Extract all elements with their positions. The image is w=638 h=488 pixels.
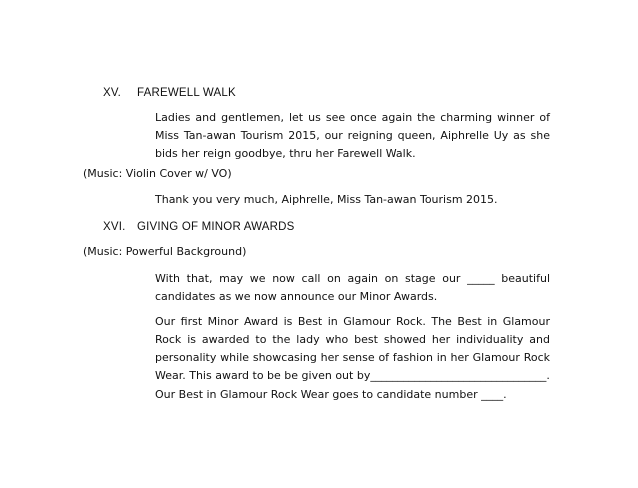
section-number: XV. bbox=[103, 87, 122, 99]
paragraph-farewell-thanks: Thank you very much, Aiphrelle, Miss Tan-awan Tourism 2015. bbox=[155, 193, 498, 206]
paragraph-glamour-rock: Our first Minor Award is Best in Glamour Rock. The Best in Glamour Rock is awarded to the lady who best showed her individuality and personality while showcasing her sense of fashion in her Glamour Rock Wear. This award to be be given out by________________________________. bbox=[155, 315, 550, 382]
section-heading-minor-awards bbox=[103, 221, 295, 233]
section-heading-farewell-walk bbox=[103, 87, 236, 99]
paragraph-farewell-intro: Ladies and gentlemen, let us see once again the charming winner of Miss Tan-awan Tourism 2015, our reigning queen, Aiphrelle Uy as she bids her reign goodbye, thru her Farewell Walk. bbox=[155, 111, 550, 160]
section-title: GIVING OF MINOR AWARDS bbox=[137, 221, 295, 233]
music-cue-violin: (Music: Violin Cover w/ VO) bbox=[83, 167, 232, 180]
paragraph-minor-awards-call: With that, may we now call on again on stage our _____ beautiful candidates as we now announce our Minor Awards. bbox=[155, 272, 550, 303]
section-title: FAREWELL WALK bbox=[137, 87, 236, 99]
section-number: XVI. bbox=[103, 221, 126, 233]
music-cue-powerful: (Music: Powerful Background) bbox=[83, 245, 247, 258]
paragraph-glamour-rock-winner: Our Best in Glamour Rock Wear goes to candidate number ____. bbox=[155, 388, 507, 401]
